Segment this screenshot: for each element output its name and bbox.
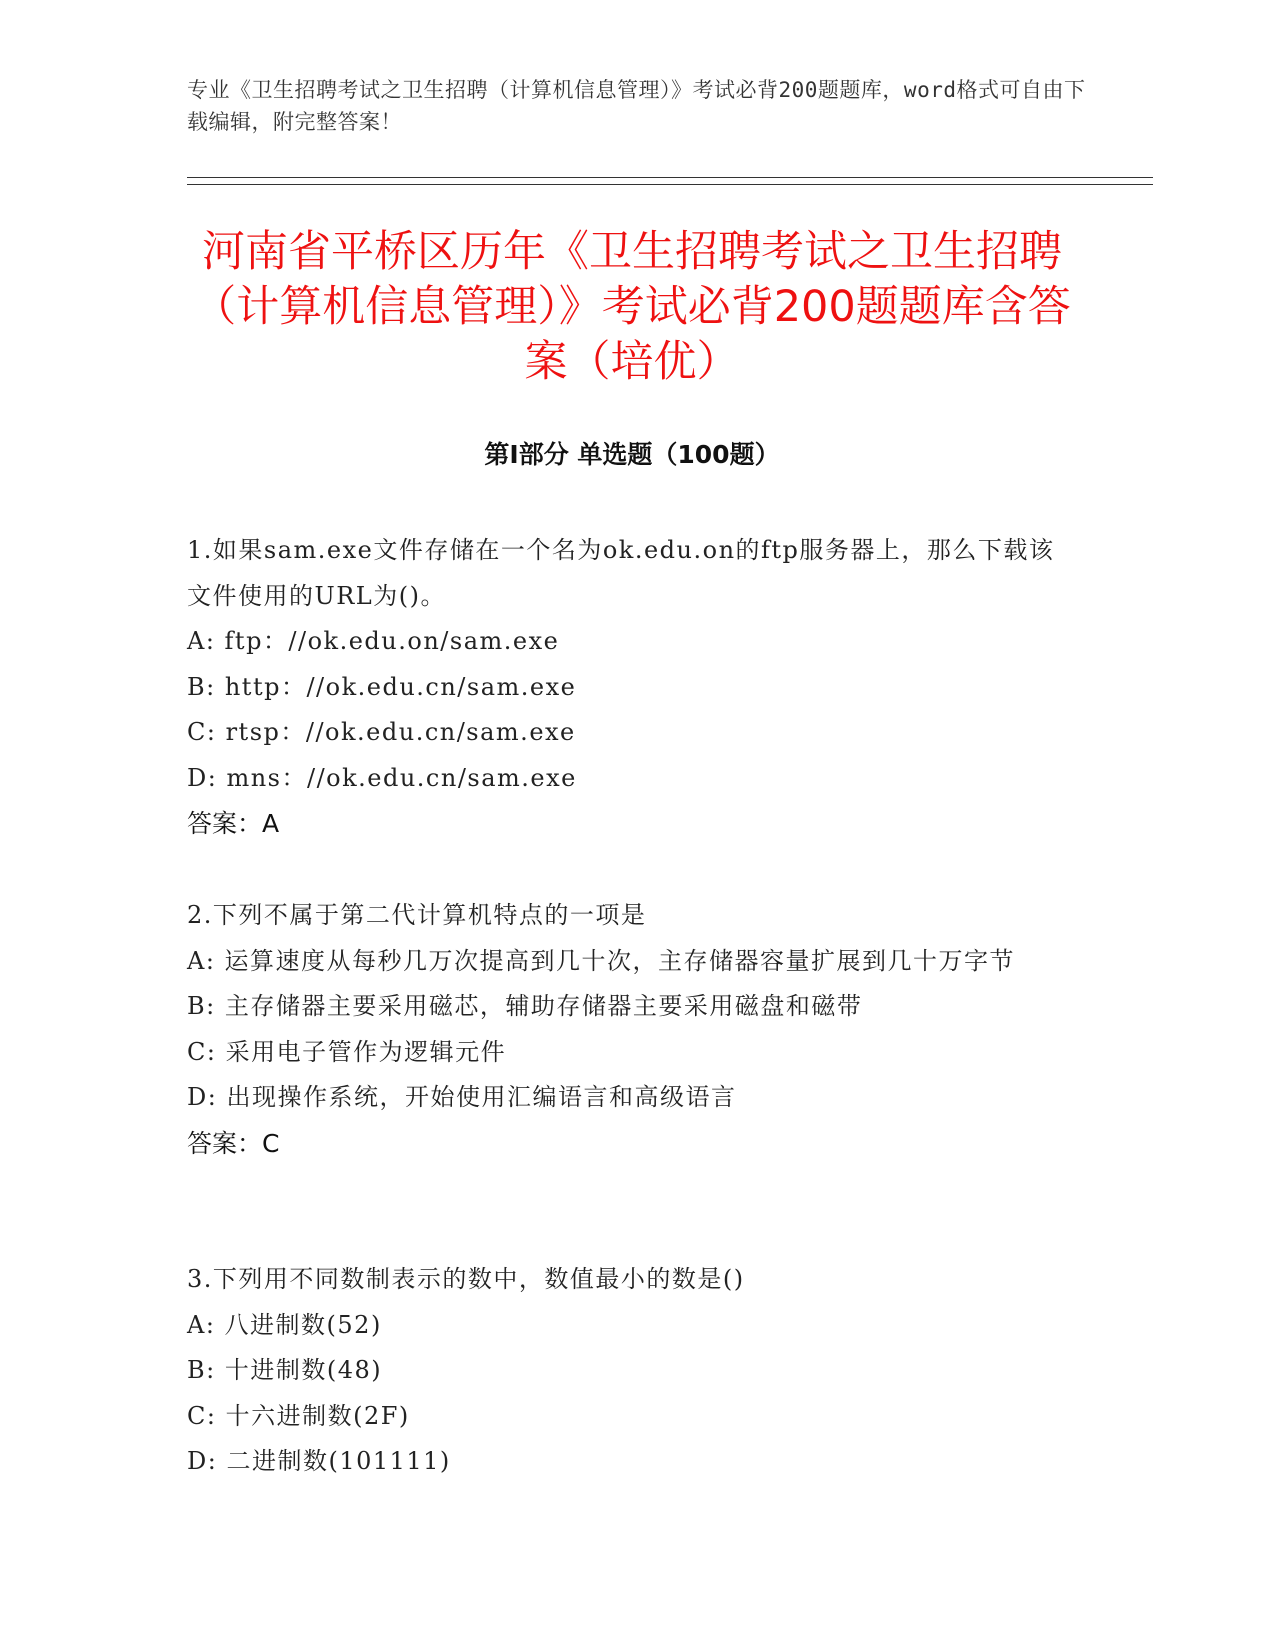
option-b: B: 主存储器主要采用磁芯，辅助存储器主要采用磁盘和磁带 (187, 992, 863, 1020)
question-3 (187, 1257, 1077, 1485)
option-a: A: 运算速度从每秒几万次提高到几十次，主存储器容量扩展到几十万字节 (187, 946, 1016, 975)
option-c: C: rtsp：//ok.edu.cn/sam.exe (187, 718, 576, 746)
header-divider-top (187, 177, 1153, 178)
header-divider-bottom (187, 184, 1153, 185)
option-b: B: http：//ok.edu.cn/sam.exe (187, 672, 577, 701)
section-title: 第Ⅰ部分 单选题（100题） (484, 440, 780, 469)
option-d: D: 出现操作系统，开始使用汇编语言和高级语言 (187, 1083, 737, 1111)
option-b: B: 十进制数(48) (187, 1356, 383, 1384)
option-c: C: 采用电子管作为逻辑元件 (187, 1037, 507, 1066)
question-text: 3.下列用不同数制表示的数中，数值最小的数是() (187, 1265, 745, 1293)
question-text: 2.下列不属于第二代计算机特点的一项是 (187, 901, 647, 929)
answer: 答案：A (187, 809, 280, 838)
question-text: 1.如果sam.exe文件存储在一个名为ok.edu.on的ftp服务器上，那么下载该文件使用的URL为()。 (187, 536, 1055, 610)
option-d: D: 二进制数(101111) (187, 1447, 451, 1475)
option-c: C: 十六进制数(2F) (187, 1401, 410, 1430)
question-2 (187, 893, 1077, 1166)
answer: 答案：C (187, 1128, 280, 1158)
option-d: D: mns：//ok.edu.cn/sam.exe (187, 763, 577, 792)
option-a: A: 八进制数(52) (187, 1310, 382, 1339)
header-note: 专业《卫生招聘考试之卫生招聘（计算机信息管理）》考试必背200题题库，word格式可自由下载编辑，附完整答案！ (187, 78, 1086, 134)
document-title: 河南省平桥区历年《卫生招聘考试之卫生招聘（计算机信息管理）》考试必背200题题库含答案（培优） (193, 227, 1071, 387)
question-1 (187, 528, 1077, 847)
option-a: A: ftp：//ok.edu.on/sam.exe (187, 627, 560, 655)
